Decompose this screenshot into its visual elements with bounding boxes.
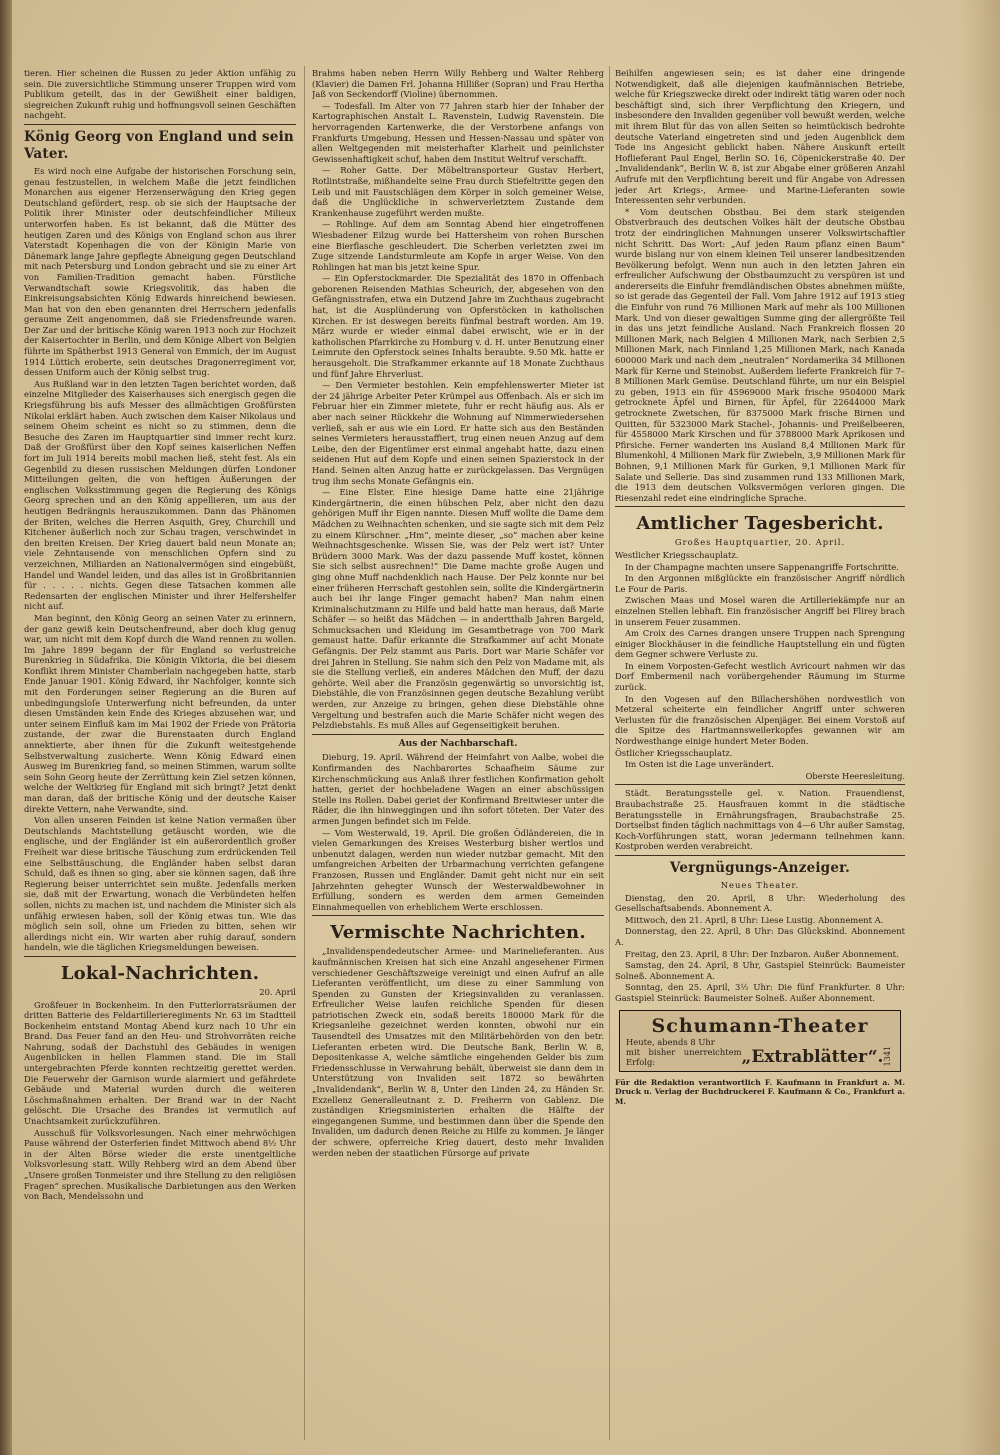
ad-title: Schumann-Theater (651, 1014, 869, 1037)
article-paragraph: — Roher Gatte. Der Möbeltransporteur Gustav Herbert, Rotlintstraße, mißhandelte seine Frau durch Stiefeltritte gegen den Leib und mit Faustschlägen dem Körper in solch gemeiner Weise, daß die Unglückliche in schwerverletztem Zustande dem Krankenhause zugeführt werden mußte. (312, 165, 604, 218)
column-2 (312, 68, 604, 1442)
divider (615, 855, 905, 856)
ad-text (626, 1037, 742, 1067)
headline-lokal-nachrichten: Lokal-Nachrichten. (60, 962, 260, 984)
ad-show-name: „Extrablätter“. (741, 1046, 884, 1067)
headline-vergnuegungs-anzeiger: Vergnügungs-Anzeiger. (669, 859, 851, 876)
event-listing: Freitag, den 23. April, 8 Uhr: Der Inzbaron. Außer Abonnement. (625, 948, 899, 959)
report-paragraph: Am Croix des Carnes drangen unsere Truppen nach Sprengung einiger Blockhäuser in die feindliche Hauptstellung ein und fügten dem Gegner schwere Verluste zu. (615, 628, 905, 660)
article-paragraph: — Vom Westerwald, 19. April. Die großen Ödländereien, die in vielen Gemarkungen des Kreises Westerburg bisher wertlos und unbenutzt dalagen, werden nun wieder nutzbar gemacht. Mit den umfangreichen Arbeiten der Urbarmachung verrichten gefangene Franzosen, Russen und Engländer. Damit geht nicht nur ein seit Jahrzehnten gehegter Wunsch der Westerwaldbewohner in Erfüllung, sondern es werden dem armen Gemeinden Einnahmequellen von erheblichem Werte erschlossen. (312, 827, 604, 912)
article-paragraph: — Ein Opferstockmarder. Die Spezialität des 1870 in Offenbach geborenen Reisenden Mathias Scheurich, der, abgesehen von den Gefängnisstrafen, etwa ein Dutzend Jahre im Zuchthaus zugebracht hat, ist die Ausplünderung von Opferstöcken in katholischen Kirchen. Er ist deswegen bereits fünfmal bestraft worden. Am 19. März wurde er wieder einmal dabei erwischt, wie er in der katholischen Pfarrkirche zu Homburg v. d. H. unter Benutzung einer Leimrute den Opferstock seines Inhalts beraubte. 9.50 Mk. hatte er herausgeholt. Die Strafkammer erkannte auf 18 Monate Zuchthaus und fünf Jahre Ehrverlust. (312, 273, 604, 379)
report-paragraph: Im Osten ist die Lage unverändert. (625, 759, 774, 770)
signature: Oberste Heeresleitung. (805, 770, 905, 781)
subheading: Neues Theater. (720, 879, 800, 890)
report-paragraph: Zwischen Maas und Mosel waren die Artilleriekämpfe nur an einzelnen Stellen lebhaft. Ein französischer Angriff bei Flirey brach in unserem Feuer zusammen. (615, 595, 905, 627)
ad-line: Heute, abends 8 Uhr (626, 1036, 715, 1047)
article-paragraph: Brahms haben neben Herrn Willy Rehberg und Walter Rehberg (Klavier) die Damen Frl. Johanna Hillißer (Sopran) und Frau Hertha Jaß von Seckendorff (Violine) übernommen. (312, 68, 604, 100)
divider (615, 506, 905, 507)
divider (24, 124, 296, 125)
imprint: Für die Redaktion verantwortlich F. Kaufmann in Frankfurt a. M. Druck u. Verlag der Buchdruckerei F. Kaufmann & Co., Frankfurt a. M. (615, 1077, 905, 1106)
report-paragraph: In der Champagne machten unsere Sappenangriffe Fortschritte. (625, 561, 899, 572)
report-paragraph: In den Argonnen mißglückte ein französischer Angriff nördlich Le Four de Paris. (615, 573, 905, 594)
ad-body (626, 1037, 894, 1067)
article-paragraph: „Invalidenspendedeutscher Armee- und Marinelieferanten. Aus kaufmännischen Kreisen hat sich eine Anzahl angesehener Firmen verschiedener Geschäftszweige vereinigt und einen Aufruf an alle Lieferanten veröffentlicht, um diese zu einer Sammlung von Spenden zu Gunsten der Kriegsinvaliden zu veranlassen. Erfreulicher Weise laufen reichliche Spenden für diesen patriotischen Zweck ein, sodaß bereits 180000 Mark für die Kriegsanleihe gezeichnet werden konnten, obwohl nur ein Tausendteil des Umsatzes mit den Militärbehörden von den betr. Lieferanten erbeten wird. Die Deutsche Bank, Berlin W. 8, Depositenkasse A, welche sämtliche eingehenden Gelder bis zum Friedensschlusse in Verwahrung behält, überweist sie dann dem in Unterstützung von Invaliden seit 1872 so bewährten „Invalidendank“, Berlin W. 8, Unter den Linden 24, zu Händen Sr. Exzellenz Generalleutnant z. D. Freiherrn von Gablenz. Die zuständigen Kriegsministerien erhalten die Hälfte der eingegangenen Summe, und bestimmen dann über die Spende den Invaliden, um dadurch denen Reiche zu Hilfe zu kommen. Je länger der schwere, opferreiche Krieg dauert, desto mehr Invaliden werden neben der staatlichen Fürsorge auf private (312, 946, 604, 1158)
dateline: 20. April (259, 986, 296, 997)
article-paragraph: Beihilfen angewiesen sein; es ist daher eine dringende Notwendigkeit, daß alle diejenigen kaufmännischen Betriebe, welche für Kriegszwecke direkt oder indirekt tätig waren oder noch beschäftigt sind, sich ihrer Verpflichtung den Kriegern, und insbesondere den Invaliden gegenüber voll bewußt werden, welche mit ihrem Blut für das von allen Seiten so heimtückisch bedrohte deutsche Vaterland eingetreten sind und jeden Augenblick dem Tode ins Angesicht geblickt haben. Nähere Auskunft erteilt Hoflieferant Paul Engel, Berlin SO. 16, Cöpenickerstraße 40. Der „Invalidendank“, Berlin W. 8, ist zur Abgabe einer größeren Anzahl Aufrufe mit den Verpflichtung bereit und für Angabe von Adressen jeder Art Kriegs-, Armee- und Marine-Lieferanten sowie Interessenten sehr verbunden. (615, 68, 905, 206)
article-paragraph: Von allen unseren Feinden ist keine Nation vermaßen über Deutschlands Machtstellung getäuscht worden, wie die englische, und der Engländer ist ein außerordentlich großer Freiheit war diese britische Täuschung zum erdrückenden Teil eine Selbsttäuschung, die Engländer haben selbst daran Schuld, daß es ihnen so ging, aber sie können sagen, daß ihre Regierung beiser unterrichtet sein mußte. Jedenfalls merken sie, daß mit der Erwartung, wonach die Verbündeten helfen sollen, nichts zu machen ist, und nachdem die Minister sich als unfähig erwiesen haben, soll der König etwas tun. Wie das möglich sein soll, ohne um Frieden zu bitten, sehen wir allerdings nicht ein. Wir warten aber ruhig darauf, sondern handeln, wie die täglichen Kriegsmeldungen beweisen. (24, 815, 296, 953)
event-listing: Samstag, den 24. April, 8 Uhr, Gastspiel Steinrück: Baumeister Solneß. Abonnement A. (615, 960, 905, 981)
column-rule (304, 66, 305, 1440)
article-paragraph: Man beginnt, den König Georg an seinen Vater zu erinnern, der ganz gewiß kein Deutschenfreund, aber doch klug genug war, um nicht mit dem Kopf durch die Wand rennen zu wollen. Im Jahre 1899 begann der für England so verlustreiche Burenkrieg in Südafrika. Die Königin Viktoria, die bei diesem Konflikt ihrem Minister Chamberlain nachgegeben hatte, starb Ende Januar 1901. König Edward, ihr Nachfolger, konnte sich mit den Forderungen seiner Regierung an die Buren auf unbedingungsloſe Unterwerfung nicht befreunden, da unter diesen Umständen kein Ende des Krieges abzusehen war, und unter seinem Einfluß kam im Mai 1902 der Friede von Prätoria zustande, der zwar die Burenstaaten durch England annektierte, aber ihnen für die Zukunft weitestgehende Selbstverwaltung zusicherte. Wenn König Edward einen Ausweg im Burenkrieg fand, so meinen Stimmen, warum sollte sein Sohn Georg heute der Zerrüttung kein Ziel setzen können, welche der Weltkrieg für England mit sich bringt? Jetzt denkt man daran, daß der britische König und der deutsche Kaiser direkte Vettern, nahe Verwandte, sind. (24, 612, 296, 814)
article-paragraph: Ausschuß für Volksvorlesungen. Nach einer mehrwöchigen Pause während der Osterferien findet Mittwoch abend 8½ Uhr in der Alten Börse wieder die erste unentgeltliche Volksvorlesung statt. Willy Rehberg wird an dem Abend über „Unsere großen Tonmeister und ihre Stellung zu den religiösen Fragen“ sprechen. Musikalische Darbietungen aus den Werken von Bach, Mendelssohn und (24, 1127, 296, 1202)
divider (24, 956, 296, 957)
subheading: Westlicher Kriegsschauplatz. (615, 549, 739, 560)
ad-number: 1341 (883, 1046, 893, 1067)
event-listing: Dienstag, den 20. April, 8 Uhr: Wiederholung des Gesellschaftsabends. Abonnement A. (615, 892, 905, 914)
event-listing: Donnerstag, den 22. April, 8 Uhr: Das Glückskind. Abonnement A. (615, 926, 905, 947)
article-paragraph: Großfeuer in Bockenheim. In den Futterlorratsräumen der dritten Batterie des Feldartillerieregiments Nr. 63 im Stadtteil Bockenheim entstand Montag Abend kurz nach 10 Uhr ein Brand. Das Feuer fand an den Heu- und Strohvorräten reiche Nahrung, sodaß der Dachstuhl des Gebäudes in wenigen Augenblicken in hellen Flammen stand. Die im Stall untergebrachten Pferde konnten rechtzeitig gerettet werden. Die Feuerwehr der Garnison wurde alarmiert und gefährdete Gebäude und Material wurden durch die weiteren Löschmaßnahmen erhalten. Der Brand war in der Nacht gelöscht. Die Ursache des Brandes ist vermutlich auf Unachtsamkeit zurückzuführen. (24, 999, 296, 1127)
intro-paragraph: tieren. Hier scheinen die Russen zu jeder Aktion unfähig zu sein. Die zuversichtliche Stimmung unserer Truppen wird vom Publikum geteilt, das in der Gewißheit einer baldigen, siegreichen Zukunft ruhig und hoffnungsvoll seinen Geschäften nachgeht. (24, 68, 296, 121)
report-paragraph: In einem Vorposten-Gefecht westlich Avricourt nahmen wir das Dorf Embermenil nach vorübergehender Räumung im Sturme zurück. (615, 660, 905, 693)
report-paragraph: In den Vogesen auf den Billachershöhen nordwestlich von Metzeral scheiterte ein feindlicher Angriff unter schweren Verlusten für die französischen Alpenjäger. Bei einem Vorstoß auf die Spitze des Hartmannsweilerkopfes gewannen wir am Nordwesthange einige hundert Meter Boden. (615, 693, 905, 747)
divider (312, 915, 604, 916)
ad-line: mit bisher unerreichtem Erfolg: (626, 1046, 742, 1067)
article-paragraph: — Rohlinge. Auf dem am Sonntag Abend hier eingetroffenen Wiesbadener Eilzug wurde bei Hattersheim von rohen Burschen eine Bierflasche geschleudert. Die Scherben verletzten zwei im Zuge sitzende Landsturmleute am Kopfe in arger Weise. Von den Rohlingen hat man bis jetzt keine Spur. (312, 219, 604, 272)
subheading: Östlicher Kriegsschauplatz. (615, 747, 733, 758)
schumann-theater-ad (619, 1010, 901, 1072)
headline-koenig-georg: König Georg von England und sein Vater. (24, 128, 294, 162)
divider (615, 784, 905, 785)
binding-spine (0, 0, 12, 1455)
headline-vermischte-nachrichten: Vermischte Nachrichten. (330, 922, 586, 944)
article-paragraph: Aus Rußland war in den letzten Tagen berichtet worden, daß einzelne Mitglieder des Kaiserhauses sich energisch gegen die Kriegsführung bis aufs Messer des allmächtigen Großfürsten Nikolai erklärt haben. Auch zwischen dem Kaiser Nikolaus und seinem Oheim scheint es nicht so zu stimmen, denn die Besuche des Zaren im Hauptquartier sind immer recht kurz. Daß der Großfürst über den Kopf seines kaiserlichen Neffen fort im Juli 1914 bereits mobil machen ließ, steht fest. Als ein Gegenbild zu diesen russischen Meldungen dürfen Londoner Mitteilungen gelten, die von heftigen Äußerungen der englischen Volksstimmung gegen die Regierung des Königs Georg sprechen und an den König appellieren, um aus der heutigen Bedrängnis herauszukommen. Dann das Phänomen der Briten, welches die Herren Asquith, Grey, Churchill und Kitchener äußerlich noch zur Schau tragen, verschwindet in den breiten Kreisen. Der Krieg dauert bald neun Monate an; viele Zehntausende von menschlichen Opfern sind zu verzeichnen, Milliarden an Nationalvermögen sind eingebüßt, Handel und Wandel leiden, und das alles ist in Großbritannien für . . . . . nichts. Gegen diese Tatsachen kommen alle Redensarten der englischen Minister und ihrer Helfershelfer nicht auf. (24, 378, 296, 612)
notice-paragraph: Städt. Beratungsstelle gel. v. Nation. Frauendienst, Braubachstraße 25. Hausfrauen kommt in die städtische Beratungsstelle in Ernährungsfragen, Braubachstraße 25. Dortselbst finden täglich nachmittags von 4—6 Uhr außer Samstag, Koch-Vorführungen statt, woran jedermann teilnehmen kann. Kostproben werden verabreicht. (615, 788, 905, 852)
column-3 (615, 68, 905, 1442)
page-edge-shadow (960, 0, 1000, 1455)
article-paragraph: — Eine Elster. Eine hiesige Dame hatte eine 21jährige Kindergärtnerin, die einen hübschen Pelz, aber nicht den dazu gehörigen Muff ihr Eigen nannte. Diesen Muff wollte die Dame dem Mädchen zu Weihnachten schenken, und sie sagte sich mit dem Pelz zu einem Kürschner. „Hm“, meinte dieser, „so“ machen aber keine Weihnachtsgeschenke. Wissen Sie, was der Pelz wert ist? Unter Brüdern 3000 Mark. Was der dazu passende Muff kostet, können Sie sich selbst ausrechnen!“ Die Dame machte große Augen und ging ohne Muff nachdenklich nach Hause. Der Pelz konnte nur bei einer früheren Herrschaft gestohlen sein, sollte die Kindergärtnerin auch bei ihr lange Finger gemacht haben? Man nahm einen Kriminalschutzmann zu Hilfe und bald hatte man heraus, daß Marie Schäfer — so heißt das Mädchen — in andertthalb Jahren Bargeld, Schmucksachen und Kleidung im Gesamtbetrage von 700 Mark gemaust hatte. Dafür erkannte die Strafkammer auf acht Monate Gefängnis. Der Pelz stammt aus Paris. Dort war Marie Schäfer vor drei Jahren in Stellung. Sie nahm sich den Pelz von Madame mit, als sie die Stellung verließ, ein anderes Mädchen den Muff, der dazu gehörte. Weil aber die Französin gegenwärtig so unvorsichtig ist, Diebstähle, die von Französinnen gegen deutsche Bezahlung verübt werden, zur Anzeige zu bringen, gehen diese Diebstähle ohne Vergeltung und bestrafen auch die Marie Schäfer nicht wegen des Pelzdiebstahls. Es muß Alles auf Gegenseitigkeit beruhen. (312, 487, 604, 731)
headline-amtlicher-tagesbericht: Amtlicher Tagesbericht. (636, 513, 884, 535)
article-paragraph: Es wird noch eine Aufgabe der historischen Forschung sein, genau festzustellen, in welchem Maße die jetzt feindlichen Monarchen aus eigener Herzenserwägung den Krieg gegen Deutschland gefördert, resp. ob sie sich der Hauptsache der Politik ihrer Minister oder deutschfeindlicher Milieux unterworfen haben. Es ist bekannt, daß die Mütter des heutigen Zaren und des Königs von England schon aus ihrer Vaterstadt Kopenhagen die von der Königin Marie von Dänemark lange Jahre gepflegte Abneigung gegen Deutschland mit nach Petersburg und London gebracht und sie zu einer Art von Familien-Tradition gemacht haben. Fürstliche Verwandtschaft sowie Kriegsvolitik, das haben die Einkreisungsabsichten König Edwards hinreichend bewiesen. Man hat von den eben genannten drei Herrschern jedenfalls geraume Zeit angenommen, daß sie Friedensfreunde waren. Der Zar und der britische König waren 1913 noch zur Hochzeit der Kaisertochter in Berlin, und dem Könige Albert von Belgien führte im Spätherbst 1913 General von Emmich, der im August 1914 Lüttich eroberte, sein deutsches Dragonerregiment vor, dessen Uniform auch der König selbst trug. (24, 165, 296, 378)
divider (312, 734, 604, 735)
event-listing: Mittwoch, den 21. April, 8 Uhr: Liese Lustig. Abonnement A. (625, 914, 884, 925)
article-paragraph: * Vom deutschen Obstbau. Bei dem stark steigenden Obstverbrauch des deutschen Volkes hält der deutsche Obstbau trotz der eindringlichen Mahnungen unserer Volkswirtschaftler nicht Schritt. Das Wort: „Auf jeden Raum pflanz einen Baum“ wurde bislang nur von einem kleinen Teil unserer landbesitzenden Bevölkerung befolgt. Wenn nun auch in den letzten Jahren ein erfreulicher Aufschwung der Obstbaumzucht zu verspüren ist und andererseits die Einfuhr fremdländischen Obstes abnehmen müßte, so ist gerade das Gegenteil der Fall. Vom Jahre 1912 auf 1913 stieg die Einfuhr von rund 76 Millionen Mark auf mehr als 100 Millionen Mark. Und von dieser gewaltigen Summe ging der allergrößte Teil in das uns jetzt feindliche Ausland. Nach Frankreich flossen 20 Millionen Mark, nach Belgien 4 Millionen Mark, nach Serbien 2,5 Millionen Mark, nach Finnland 1,25 Millionen Mark, nach Kanada 600000 Mark und nach dem „neutralen“ Nordamerika 34 Millionen Mark für Kerne und Steinobst. Außerdem lieferte Frankreich für 7–8 Millionen Mark Gemüse. Deutschland führte, um nur ein Beispiel zu geben, 1913 ein für 45969000 Mark frische 9504000 Mark getrocknete Äpfel und Birnen, für Äpfel, für 22644000 Mark getrocknete Zwetschen, für 8375000 Mark frische Birnen und Quitten, für 5323000 Mark Stachel-, Johannis- und Preißelbeeren, für 4558000 Mark Kirschen und für 3788000 Mark Aprikosen und Pfirsiche. Ferner wanderten ins Ausland 8,4 Millionen Mark für Blumenkohl, 4 Millionen Mark für Zwiebeln, 3,9 Millionen Mark für Bohnen, 9,1 Millionen Mark für Gurken, 9,1 Millionen Mark für Salate und Sellerie. Das sind zusammen rund 133 Millionen Mark, die 1913 dem deutschen Volksvermögen verloren gingen. Die Riesenzahl redet eine eindringliche Sprache. (615, 206, 905, 503)
article-paragraph: — Todesfall. Im Alter von 77 Jahren starb hier der Inhaber der Kartographischen Anstalt L. Ravenstein, Ludwig Ravenstein. Die hervorragenden Kartenwerke, die der Verstorbene anfangs von Frankfurts Umgebung, Hessen und Hessen-Nassau und später von allen Weltgegenden mit meisterhafter Klarheit und peinlichster Gewissenhaftigkeit schuf, haben dem Institut Weltruf verschafft. (312, 100, 604, 164)
column-rule (609, 66, 610, 1440)
article-paragraph: — Den Vermieter bestohlen. Kein empfehlenswerter Mieter ist der 24 jährige Arbeiter Peter Krümpel aus Offenbach. Als er sich im Februar hier ein Zimmer mietete, fuhr er recht häufig aus. Als er aber nach seiner Rückkehr die Wohnung auf Nimmerwiedersehen verließ, sah er aus wie ein Lord. Er hatte sich aus den Beständen seines Vermieters herausstaffiert, trug einen neuen Anzug auf dem Leibe, den der Eigentümer erst einmal angehabt hatte, dazu einen seidenen Hut auf dem Kopfe und einen seinen Spazierstock in der Hand. Seinen alten Anzug hatte er zurückgelassen. Das Vergnügen trug ihm sechs Monate Gefängnis ein. (312, 380, 604, 486)
column-1 (24, 68, 296, 1442)
event-listing: Sonntag, den 25. April, 3½ Uhr: Die fünf Frankfurter. 8 Uhr: Gastspiel Steinrück: Baumeister Solneß. Außer Abonnement. (615, 982, 905, 1003)
subheading: Großes Hauptquartier, 20. April. (674, 537, 846, 548)
article-paragraph: Dieburg, 19. April. Während der Heimfahrt von Aalbe, wobei die Konfirmanden des Nachbarortes Schaafheim Säume zur Kirchenschmückung aus Anlaß ihrer festlichen Konfirmation geholt hatten, geriet der hochbeladene Wagen an einer abschüssigen Stelle ins Rollen. Dabei geriet der Konfirmand Breitwieser unter die Räder, die ihn hinweggingen und ihn sofort töteten. Der Vater des armen Jungen befindet sich im Felde. (312, 752, 604, 826)
headline-nachbarschaft: Aus der Nachbarschaft. (398, 738, 518, 749)
